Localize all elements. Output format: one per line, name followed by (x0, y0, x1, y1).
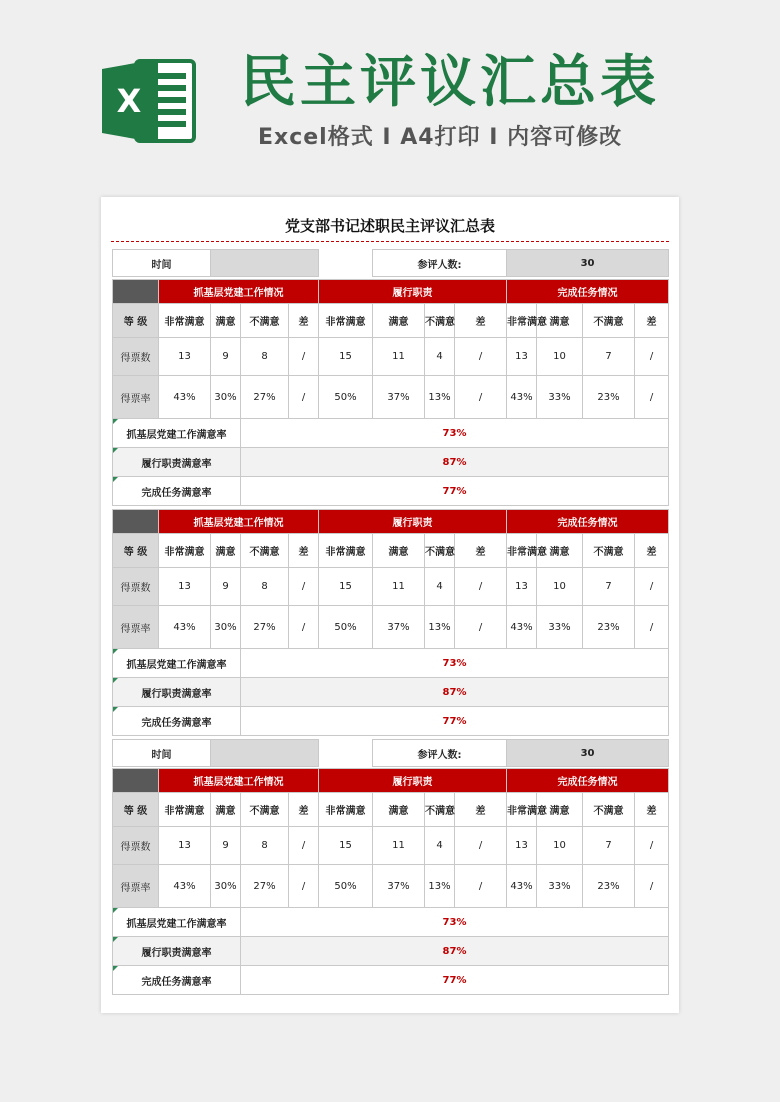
summary-label: 完成任务满意率 (113, 966, 241, 995)
votes-cell[interactable]: 11 (373, 568, 425, 606)
level-header: 非常满意 (319, 793, 373, 827)
votes-cell[interactable]: 13 (507, 827, 537, 865)
rate-cell[interactable]: 37% (373, 865, 425, 908)
rate-cell[interactable]: 33% (537, 376, 583, 419)
votes-cell[interactable]: / (289, 338, 319, 376)
votes-cell[interactable]: 15 (319, 568, 373, 606)
group-header: 抓基层党建工作情况 (159, 280, 319, 304)
summary-row (113, 477, 669, 506)
summary-value[interactable]: 73% (241, 419, 669, 448)
group-header: 抓基层党建工作情况 (159, 510, 319, 534)
votes-cell[interactable]: 8 (241, 827, 289, 865)
page-title: 民主评议汇总表 (240, 50, 660, 115)
group-header: 履行职责 (319, 769, 507, 793)
grade-label: 等 级 (113, 304, 159, 338)
votes-row (113, 338, 669, 376)
votes-cell[interactable]: 8 (241, 338, 289, 376)
rate-cell[interactable]: / (289, 606, 319, 649)
rate-cell[interactable]: / (455, 865, 507, 908)
group-header-row (113, 510, 669, 534)
evaluation-table (112, 279, 669, 506)
rate-cell[interactable]: 13% (425, 606, 455, 649)
rate-cell[interactable]: 30% (211, 865, 241, 908)
summary-value[interactable]: 87% (241, 448, 669, 477)
rate-cell[interactable]: / (289, 376, 319, 419)
votes-cell[interactable]: / (455, 827, 507, 865)
time-value-cell[interactable] (211, 250, 319, 277)
corner-cell (113, 280, 159, 304)
rate-cell[interactable]: 30% (211, 376, 241, 419)
level-header: 满意 (373, 793, 425, 827)
summary-value[interactable]: 77% (241, 477, 669, 506)
rate-cell[interactable]: 37% (373, 376, 425, 419)
info-row (113, 250, 669, 277)
corner-cell (113, 769, 159, 793)
summary-label: 履行职责满意率 (113, 678, 241, 707)
rate-label: 得票率 (113, 865, 159, 908)
votes-cell[interactable]: 10 (537, 338, 583, 376)
votes-cell[interactable]: 4 (425, 338, 455, 376)
corner-cell (113, 510, 159, 534)
level-header: 非常满意 (319, 534, 373, 568)
group-header: 完成任务情况 (507, 280, 669, 304)
votes-cell[interactable]: 11 (373, 338, 425, 376)
votes-cell[interactable]: 9 (211, 338, 241, 376)
rate-cell[interactable]: / (635, 606, 669, 649)
level-header: 不满意 (425, 534, 455, 568)
participant-count-value[interactable]: 30 (507, 250, 669, 277)
level-header: 不满意 (241, 534, 289, 568)
summary-value[interactable]: 87% (241, 678, 669, 707)
votes-cell[interactable]: 15 (319, 338, 373, 376)
votes-label: 得票数 (113, 827, 159, 865)
level-header: 差 (455, 304, 507, 338)
votes-cell[interactable]: 13 (159, 568, 211, 606)
level-header: 差 (635, 304, 669, 338)
summary-row (113, 966, 669, 995)
page-subtitle: Excel格式 I A4打印 I 内容可修改 (258, 125, 623, 150)
info-gap (319, 250, 373, 277)
rate-label: 得票率 (113, 376, 159, 419)
votes-cell[interactable]: / (455, 568, 507, 606)
level-header: 差 (289, 304, 319, 338)
summary-label: 完成任务满意率 (113, 477, 241, 506)
summary-label: 抓基层党建工作满意率 (113, 908, 241, 937)
level-header: 满意 (211, 304, 241, 338)
level-header: 差 (455, 793, 507, 827)
summary-value[interactable]: 87% (241, 937, 669, 966)
level-header: 差 (289, 793, 319, 827)
level-row (113, 534, 669, 568)
rate-cell[interactable]: 23% (583, 606, 635, 649)
rates-row (113, 606, 669, 649)
votes-cell[interactable]: 4 (425, 827, 455, 865)
votes-cell[interactable]: / (635, 568, 669, 606)
rates-row (113, 865, 669, 908)
rate-cell[interactable]: 43% (507, 376, 537, 419)
participant-count-value[interactable]: 30 (507, 740, 669, 767)
level-header: 不满意 (583, 304, 635, 338)
rate-cell[interactable]: 23% (583, 376, 635, 419)
rate-cell[interactable]: 50% (319, 606, 373, 649)
level-header: 差 (289, 534, 319, 568)
rates-row (113, 376, 669, 419)
level-header: 非常满意 (507, 534, 537, 568)
excel-icon (100, 55, 198, 147)
group-header: 履行职责 (319, 280, 507, 304)
level-header: 满意 (537, 304, 583, 338)
rate-cell[interactable]: / (289, 865, 319, 908)
votes-cell[interactable]: 13 (507, 338, 537, 376)
level-header: 非常满意 (159, 793, 211, 827)
page-header (0, 0, 780, 190)
level-row (113, 793, 669, 827)
votes-cell[interactable]: 8 (241, 568, 289, 606)
summary-label: 抓基层党建工作满意率 (113, 419, 241, 448)
level-header: 不满意 (583, 793, 635, 827)
svg-text:X: X (116, 82, 142, 120)
votes-cell[interactable]: 13 (159, 827, 211, 865)
summary-row (113, 908, 669, 937)
rate-cell[interactable]: 43% (159, 865, 211, 908)
summary-value[interactable]: 73% (241, 908, 669, 937)
rate-cell[interactable]: / (455, 606, 507, 649)
evaluation-table (112, 768, 669, 995)
summary-label: 履行职责满意率 (113, 937, 241, 966)
summary-label: 履行职责满意率 (113, 448, 241, 477)
rate-cell[interactable]: 13% (425, 376, 455, 419)
votes-cell[interactable]: 7 (583, 338, 635, 376)
rate-cell[interactable]: 27% (241, 865, 289, 908)
votes-label: 得票数 (113, 338, 159, 376)
summary-row (113, 448, 669, 477)
level-header: 不满意 (425, 793, 455, 827)
votes-cell[interactable]: 13 (507, 568, 537, 606)
votes-row (113, 568, 669, 606)
rate-cell[interactable]: / (635, 376, 669, 419)
level-header: 不满意 (241, 304, 289, 338)
votes-cell[interactable]: / (635, 338, 669, 376)
level-header: 非常满意 (507, 304, 537, 338)
rate-cell[interactable]: 43% (159, 606, 211, 649)
info-gap (319, 740, 373, 767)
votes-cell[interactable]: 15 (319, 827, 373, 865)
info-row (113, 740, 669, 767)
level-header: 满意 (211, 793, 241, 827)
votes-cell[interactable]: / (289, 568, 319, 606)
summary-row (113, 678, 669, 707)
group-header: 完成任务情况 (507, 769, 669, 793)
info-table (112, 249, 669, 277)
rate-cell[interactable]: 23% (583, 865, 635, 908)
info-table (112, 739, 669, 767)
rate-cell[interactable]: 27% (241, 376, 289, 419)
summary-row (113, 937, 669, 966)
rate-cell[interactable]: 33% (537, 606, 583, 649)
rate-cell[interactable]: 43% (507, 865, 537, 908)
votes-cell[interactable]: 10 (537, 568, 583, 606)
rate-label: 得票率 (113, 606, 159, 649)
votes-label: 得票数 (113, 568, 159, 606)
votes-cell[interactable]: 7 (583, 568, 635, 606)
votes-cell[interactable]: 4 (425, 568, 455, 606)
summary-value[interactable]: 77% (241, 707, 669, 736)
level-header: 满意 (537, 534, 583, 568)
level-header: 满意 (537, 793, 583, 827)
level-row (113, 304, 669, 338)
time-label: 时间 (113, 250, 211, 277)
rate-cell[interactable]: 13% (425, 865, 455, 908)
evaluation-table (112, 509, 669, 736)
summary-value[interactable]: 77% (241, 966, 669, 995)
level-header: 不满意 (241, 793, 289, 827)
summary-label: 完成任务满意率 (113, 707, 241, 736)
votes-cell[interactable]: 13 (159, 338, 211, 376)
group-header: 抓基层党建工作情况 (159, 769, 319, 793)
grade-label: 等 级 (113, 534, 159, 568)
level-header: 差 (635, 534, 669, 568)
votes-row (113, 827, 669, 865)
summary-label: 抓基层党建工作满意率 (113, 649, 241, 678)
level-header: 差 (455, 534, 507, 568)
level-header: 满意 (373, 534, 425, 568)
rate-cell[interactable]: 43% (159, 376, 211, 419)
level-header: 非常满意 (159, 534, 211, 568)
votes-cell[interactable]: 7 (583, 827, 635, 865)
title-divider (111, 241, 669, 242)
level-header: 满意 (211, 534, 241, 568)
rate-cell[interactable]: 50% (319, 376, 373, 419)
rate-cell[interactable]: / (635, 865, 669, 908)
votes-cell[interactable]: 11 (373, 827, 425, 865)
votes-cell[interactable]: / (635, 827, 669, 865)
participant-count-label: 参评人数: (373, 250, 507, 277)
rate-cell[interactable]: 33% (537, 865, 583, 908)
group-header-row (113, 280, 669, 304)
grade-label: 等 级 (113, 793, 159, 827)
votes-cell[interactable]: / (289, 827, 319, 865)
summary-value[interactable]: 73% (241, 649, 669, 678)
summary-row (113, 707, 669, 736)
group-header-row (113, 769, 669, 793)
level-header: 差 (635, 793, 669, 827)
time-value-cell[interactable] (211, 740, 319, 767)
group-header: 履行职责 (319, 510, 507, 534)
rate-cell[interactable]: / (455, 376, 507, 419)
votes-cell[interactable]: 9 (211, 568, 241, 606)
level-header: 非常满意 (507, 793, 537, 827)
rate-cell[interactable]: 50% (319, 865, 373, 908)
votes-cell[interactable]: 10 (537, 827, 583, 865)
rate-cell[interactable]: 30% (211, 606, 241, 649)
summary-row (113, 419, 669, 448)
level-header: 不满意 (425, 304, 455, 338)
level-header: 非常满意 (319, 304, 373, 338)
votes-cell[interactable]: / (455, 338, 507, 376)
group-header: 完成任务情况 (507, 510, 669, 534)
rate-cell[interactable]: 37% (373, 606, 425, 649)
level-header: 非常满意 (159, 304, 211, 338)
time-label: 时间 (113, 740, 211, 767)
level-header: 满意 (373, 304, 425, 338)
votes-cell[interactable]: 9 (211, 827, 241, 865)
participant-count-label: 参评人数: (373, 740, 507, 767)
rate-cell[interactable]: 43% (507, 606, 537, 649)
rate-cell[interactable]: 27% (241, 606, 289, 649)
level-header: 不满意 (583, 534, 635, 568)
sheet-title: 党支部书记述职民主评议汇总表 (284, 217, 495, 235)
summary-row (113, 649, 669, 678)
